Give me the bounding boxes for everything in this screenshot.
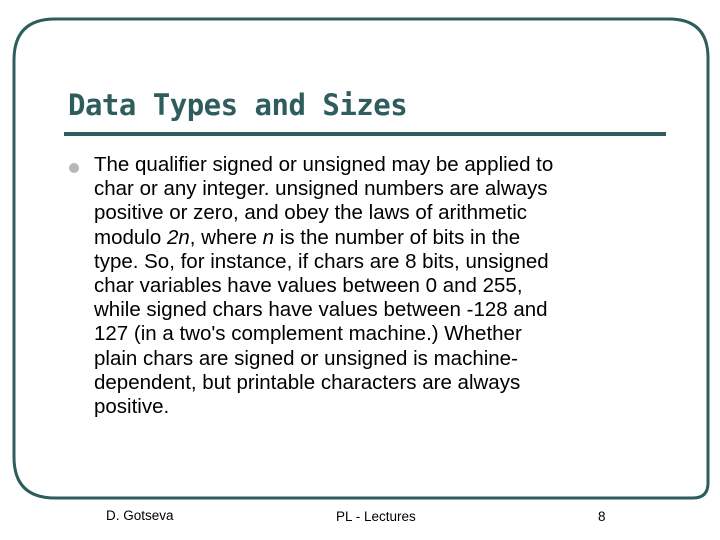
bullet-paragraph: [94, 153, 668, 419]
bullet-icon: [69, 163, 79, 173]
bullet-line: positive or zero, and obey the laws of arithmetic: [94, 201, 527, 225]
bullet-line: dependent, but printable characters are always: [94, 370, 521, 394]
bullet-line: positive.: [94, 395, 170, 419]
title-underline: [64, 132, 666, 136]
bullet-line: 127 (in a two's complement machine.) Whether: [94, 322, 522, 346]
bullet-line: char or any integer. unsigned numbers are always: [94, 177, 548, 201]
bullet-line: The qualifier signed or unsigned may be applied to: [94, 153, 554, 176]
bullet-line: plain chars are signed or unsigned is machine-: [94, 346, 518, 370]
footer-page-number: 8: [598, 509, 606, 524]
italic-term: 2n: [166, 225, 190, 249]
italic-term: n: [262, 225, 275, 249]
bullet-line: while signed chars have values between -128 and: [94, 298, 548, 322]
bullet-line: modulo 2n, where n is the number of bits in the: [94, 225, 521, 249]
bullet-line: type. So, for instance, if chars are 8 bits, unsigned: [94, 249, 549, 273]
footer-author: D. Gotseva: [106, 508, 174, 523]
footer-course: PL - Lectures: [336, 509, 416, 524]
slide-title: Data Types and Sizes: [68, 88, 408, 122]
bullet-line: char variables have values between 0 and 255,: [94, 274, 523, 298]
